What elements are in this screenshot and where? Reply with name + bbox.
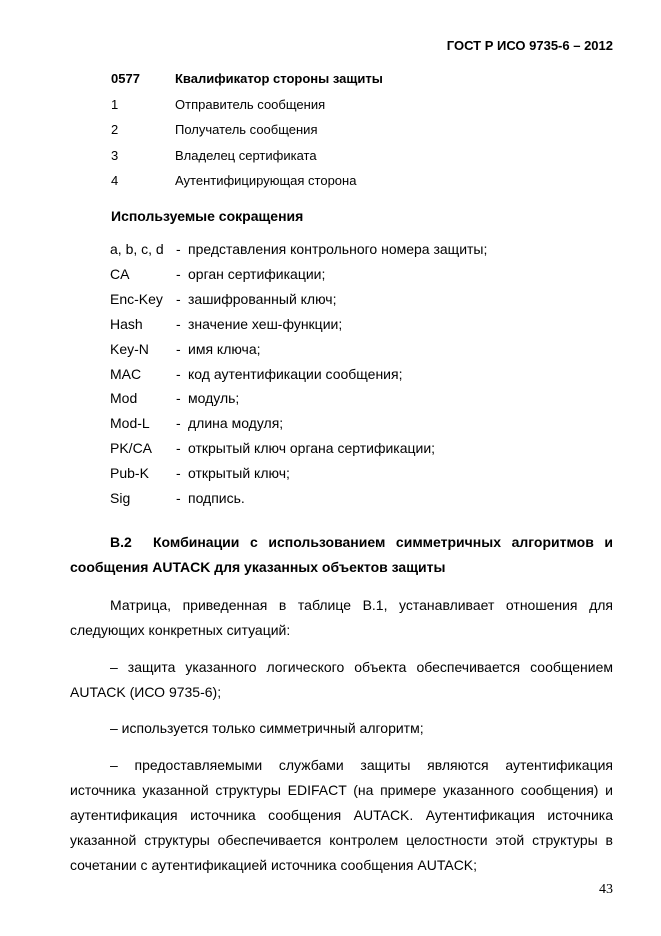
section-heading-line1 — [70, 530, 613, 555]
page-number: 43 — [599, 882, 613, 897]
list-item-3-line3: аутентификация источника сообщения AUTACK. Аутентификация источника — [70, 807, 613, 823]
document-header: ГОСТ Р ИСО 9735-6 – 2012 — [446, 38, 613, 53]
abbr-definition: представления контрольного номера защиты; — [188, 241, 488, 257]
abbr-term: a, b, c, d — [110, 241, 164, 257]
intro-line1: Матрица, приведенная в таблице В.1, устанавливает отношения для — [110, 597, 613, 613]
abbr-definition: длина модуля; — [188, 415, 284, 431]
intro-line2: следующих конкретных ситуаций: — [70, 622, 291, 638]
abbr-dash: - — [176, 465, 181, 481]
qualifier-code: 0577 — [111, 71, 140, 86]
abbr-definition: открытый ключ органа сертификации; — [188, 440, 436, 456]
qualifier-row-text: Владелец сертификата — [175, 148, 317, 163]
qualifier-row-code: 3 — [111, 148, 119, 163]
abbr-definition: подпись. — [188, 490, 245, 506]
section-title-line2: сообщения AUTACK для указанных объектов защиты — [70, 559, 446, 575]
abbr-definition: значение хеш-функции; — [188, 316, 343, 332]
abbr-definition: орган сертификации; — [188, 266, 326, 282]
qualifier-row-text: Отправитель сообщения — [175, 97, 326, 112]
section-number: B.2 — [110, 534, 132, 550]
abbr-dash: - — [176, 366, 181, 382]
abbr-definition: открытый ключ; — [188, 465, 290, 481]
list-item-2-line1: – используется только симметричный алгоритм; — [110, 720, 424, 736]
list-item-3-line2: источника указанной структуры EDIFACT (на примере указанного сообщения) и — [70, 782, 613, 798]
abbr-definition: код аутентификации сообщения; — [188, 366, 403, 382]
abbr-dash: - — [176, 316, 181, 332]
abbr-dash: - — [176, 266, 181, 282]
abbr-term: Enc-Key — [110, 291, 163, 307]
abbr-dash: - — [176, 390, 181, 406]
qualifier-title: Квалификатор стороны защиты — [175, 71, 383, 86]
qualifier-row-text: Аутентифицирующая сторона — [175, 173, 357, 188]
abbr-term: MAC — [110, 366, 142, 382]
list-item-3-line4: указанной структуры обеспечивается контролем целостности этой структуры в — [70, 832, 613, 848]
abbr-term: Key-N — [110, 341, 149, 357]
abbr-term: CA — [110, 266, 130, 282]
abbr-definition: зашифрованный ключ; — [188, 291, 337, 307]
abbr-term: Sig — [110, 490, 131, 506]
abbr-dash: - — [176, 440, 181, 456]
abbreviations-heading: Используемые сокращения — [111, 208, 304, 224]
abbr-term: Hash — [110, 316, 143, 332]
abbr-term: Pub-K — [110, 465, 149, 481]
list-item-3-line5: сочетании с аутентификацией источника сообщения AUTACK; — [70, 857, 478, 873]
list-item-1-line2: AUTACK (ИСО 9735-6); — [70, 684, 222, 700]
list-item-1-line1: – защита указанного логического объекта обеспечивается сообщением — [110, 659, 613, 675]
qualifier-row-code: 2 — [111, 122, 119, 137]
list-item-3-line1: – предоставляемыми службами защиты являются аутентификация — [110, 757, 613, 773]
abbr-dash: - — [176, 415, 181, 431]
abbr-dash: - — [176, 291, 181, 307]
qualifier-row-code: 4 — [111, 173, 119, 188]
abbr-definition: модуль; — [188, 390, 240, 406]
abbr-term: PK/CA — [110, 440, 153, 456]
abbr-definition: имя ключа; — [188, 341, 261, 357]
abbr-term: Mod — [110, 390, 138, 406]
qualifier-row-text: Получатель сообщения — [175, 122, 318, 137]
section-title-line1: Комбинации с использованием симметричных алгоритмов и — [153, 534, 614, 550]
abbr-dash: - — [176, 241, 181, 257]
abbr-dash: - — [176, 490, 181, 506]
qualifier-row-code: 1 — [111, 97, 119, 112]
abbr-term: Mod-L — [110, 415, 150, 431]
abbr-dash: - — [176, 341, 181, 357]
